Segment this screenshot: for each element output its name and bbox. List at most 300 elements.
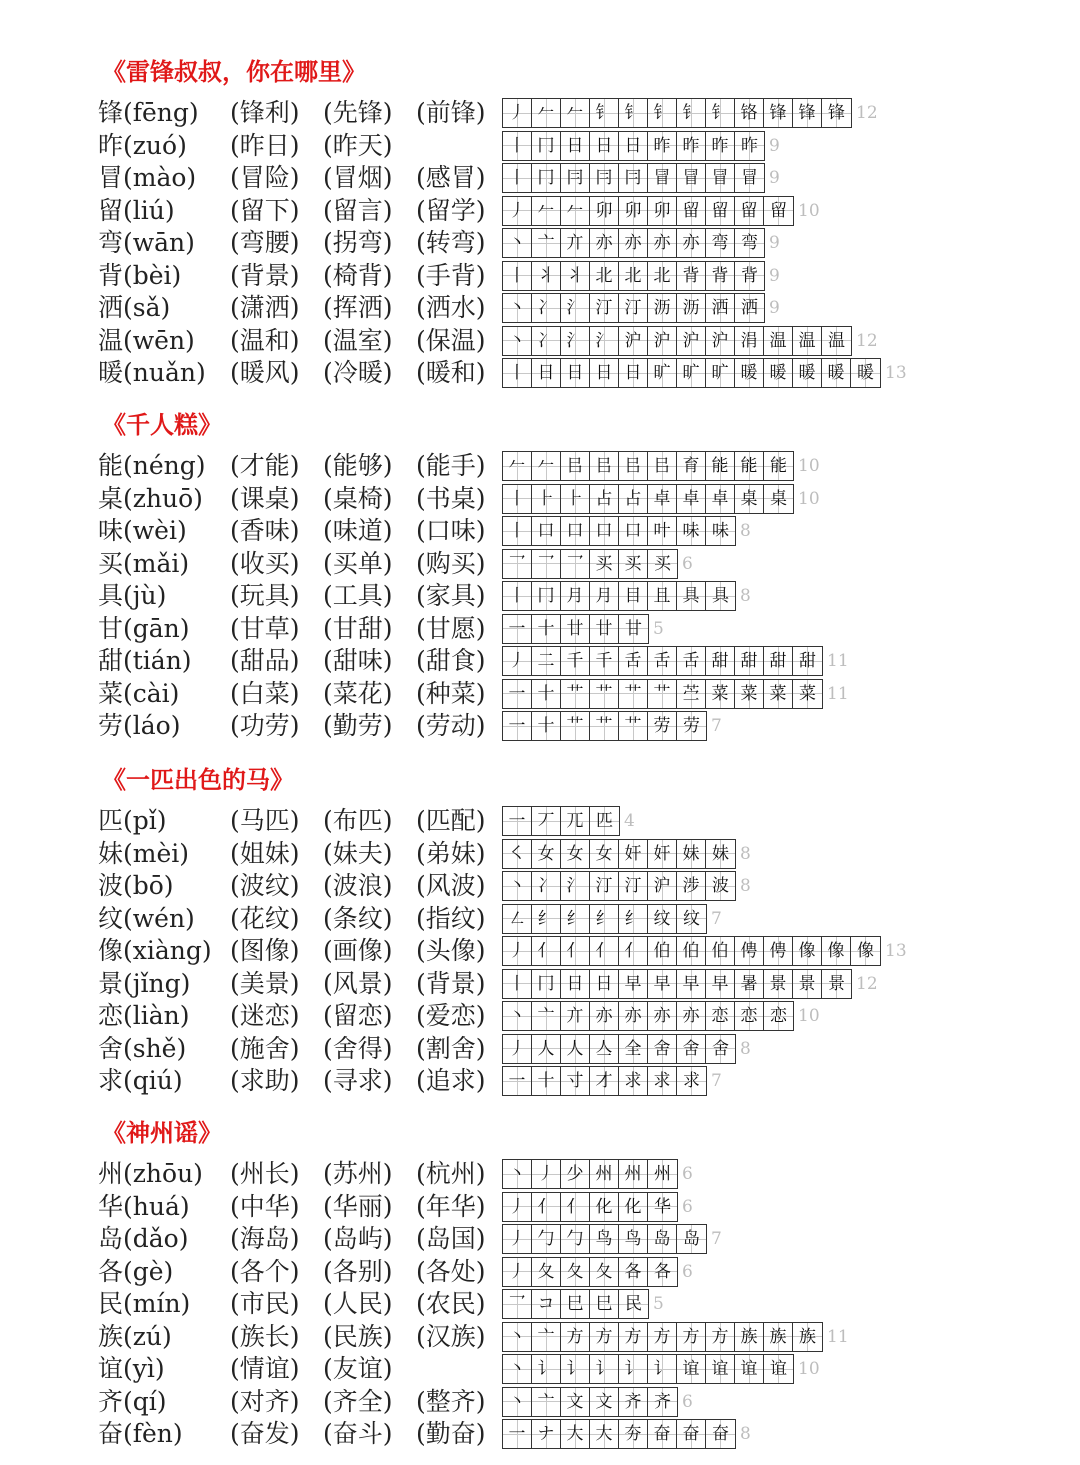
stroke-cell: [822, 937, 851, 965]
stroke-glyph: 丶: [508, 298, 526, 318]
character-row: [0, 260, 1080, 292]
stroke-order: [502, 1066, 722, 1096]
stroke-cell: [619, 840, 648, 868]
stroke-order: [502, 1224, 722, 1254]
stroke-cell: [532, 1420, 561, 1448]
stroke-cell: [532, 485, 561, 513]
word-example: (功劳): [230, 711, 300, 740]
stroke-cell: [503, 1420, 532, 1448]
stroke-cell: [648, 1258, 677, 1286]
stroke-glyph: 丶: [508, 1391, 526, 1412]
stroke-glyph: 艹: [653, 683, 671, 704]
stroke-cell: [619, 970, 648, 998]
character-row: [0, 548, 1080, 580]
stroke-cell: [503, 99, 532, 127]
stroke-cell: [532, 872, 561, 900]
stroke-glyph: 恋: [740, 1006, 758, 1026]
stroke-cell: [561, 550, 590, 578]
stroke-order: [502, 1289, 664, 1319]
word-example: (市民): [230, 1289, 300, 1318]
stroke-grid: [502, 969, 852, 999]
stroke-cell: [532, 1225, 561, 1253]
character-row: [0, 130, 1080, 162]
stroke-cell: [735, 132, 764, 160]
stroke-cell: [532, 905, 561, 933]
stroke-glyph: 丿: [508, 1229, 526, 1249]
stroke-cell: [793, 99, 822, 127]
stroke-cell: [735, 262, 764, 290]
stroke-glyph: 冃: [566, 168, 584, 188]
stroke-cell: [764, 1355, 793, 1383]
stroke-glyph: 亻: [537, 941, 555, 961]
stroke-glyph: 弯: [711, 233, 729, 253]
stroke-cell: [590, 680, 619, 708]
stroke-glyph: 弯: [741, 233, 758, 253]
stroke-count: 6: [682, 1261, 693, 1282]
stroke-order: [502, 228, 780, 258]
stroke-cell: [590, 1290, 619, 1318]
word-example: (挥洒): [323, 293, 393, 322]
stroke-count: 5: [653, 618, 664, 639]
stroke-glyph: 卯: [653, 200, 671, 221]
stroke-cell: [648, 1355, 677, 1383]
stroke-cell: [735, 197, 764, 225]
word-example: (留言): [323, 195, 393, 225]
stroke-count: 4: [624, 811, 635, 831]
stroke-grid: [502, 516, 736, 546]
stroke-order: [502, 261, 780, 291]
stroke-glyph: 涓: [740, 330, 758, 351]
word-example: (勤奋): [416, 1419, 486, 1448]
word-example: (妹夫): [323, 838, 393, 868]
stroke-count: 12: [856, 973, 878, 994]
stroke-cell: [822, 359, 851, 387]
stroke-cell: [648, 1067, 677, 1095]
stroke-glyph: 亠: [537, 233, 555, 253]
stroke-glyph: ⺊: [537, 488, 555, 509]
stroke-cell: [503, 1160, 532, 1188]
stroke-glyph: 钅: [711, 103, 729, 123]
stroke-cell: [677, 452, 706, 480]
stroke-cell: [677, 485, 706, 513]
stroke-glyph: 纹: [653, 908, 671, 929]
stroke-count: 13: [885, 363, 907, 383]
stroke-order: [502, 839, 751, 869]
stroke-cell: [532, 807, 561, 835]
stroke-order: [502, 293, 780, 323]
stroke-glyph: 铬: [740, 103, 758, 123]
word-example: (留学): [416, 195, 486, 225]
stroke-glyph: 留: [740, 200, 758, 221]
stroke-order: [502, 1387, 693, 1417]
stroke-cell: [561, 132, 590, 160]
stroke-cell: [648, 1035, 677, 1063]
character-pinyin: 各(gè): [98, 1256, 174, 1286]
stroke-glyph: 菜: [769, 683, 787, 704]
stroke-grid: [502, 228, 765, 258]
stroke-cell: [619, 1323, 648, 1351]
stroke-glyph: 温: [828, 330, 845, 351]
stroke-glyph: 昨: [653, 135, 671, 156]
stroke-grid: [502, 1224, 707, 1254]
stroke-grid: [502, 1419, 736, 1449]
stroke-glyph: 冂: [537, 973, 555, 994]
word-example: (风波): [416, 871, 486, 900]
stroke-cell: [619, 359, 648, 387]
stroke-cell: [590, 1323, 619, 1351]
stroke-cell: [735, 294, 764, 322]
stroke-glyph: 具: [712, 586, 729, 606]
stroke-cell: [532, 647, 561, 675]
character-row: [0, 515, 1080, 547]
stroke-glyph: 冃: [595, 168, 613, 188]
stroke-glyph: 一: [508, 811, 526, 831]
stroke-cell: [590, 905, 619, 933]
stroke-glyph: 鸟: [595, 1229, 613, 1249]
stroke-cell: [561, 1035, 590, 1063]
lesson-title: 《雷锋叔叔，你在哪里》: [102, 57, 366, 86]
stroke-cell: [590, 712, 619, 740]
stroke-cell: [590, 99, 619, 127]
stroke-glyph: 谊: [740, 1359, 758, 1379]
stroke-cell: [619, 327, 648, 355]
stroke-glyph: 丨: [508, 973, 526, 994]
character-pinyin: 像(xiàng): [98, 936, 212, 965]
character-pinyin: 岛(dǎo): [98, 1224, 189, 1253]
stroke-cell: [503, 840, 532, 868]
stroke-glyph: 日: [566, 973, 584, 994]
stroke-cell: [764, 1323, 793, 1351]
word-example: (美景): [230, 968, 300, 998]
stroke-grid: [502, 196, 794, 226]
stroke-glyph: 日: [566, 135, 584, 156]
word-example: (昨日): [230, 130, 300, 160]
word-example: (甘愿): [416, 613, 486, 643]
stroke-cell: [561, 872, 590, 900]
stroke-cell: [590, 1067, 619, 1095]
stroke-cell: [764, 359, 793, 387]
stroke-order: [502, 98, 878, 128]
stroke-glyph: 纟: [566, 908, 584, 929]
character-row: [0, 292, 1080, 324]
stroke-cell: [648, 1388, 677, 1416]
stroke-count: 9: [769, 298, 780, 318]
stroke-glyph: 丿: [508, 651, 526, 671]
word-example: (奋斗): [323, 1419, 393, 1448]
word-example: (课桌): [230, 483, 300, 513]
character-row: [0, 325, 1080, 357]
stroke-order: [502, 969, 878, 999]
stroke-glyph: ㇜: [508, 908, 526, 929]
stroke-glyph: コ: [537, 1294, 555, 1314]
stroke-glyph: 各: [654, 1261, 671, 1282]
stroke-count: 6: [682, 1164, 693, 1184]
stroke-cell: [619, 452, 648, 480]
stroke-grid: [502, 839, 736, 869]
stroke-glyph: 亠: [537, 1326, 555, 1347]
stroke-cell: [648, 1160, 677, 1188]
stroke-cell: [677, 262, 706, 290]
stroke-glyph: 亠: [537, 1391, 555, 1412]
word-example: (条纹): [323, 903, 393, 933]
word-example: (甘甜): [323, 613, 393, 643]
stroke-cell: [735, 1002, 764, 1030]
character-row: [0, 450, 1080, 482]
stroke-glyph: 口: [624, 521, 642, 541]
stroke-glyph: 景: [828, 973, 845, 994]
stroke-glyph: 族: [799, 1326, 816, 1347]
stroke-cell: [706, 229, 735, 257]
stroke-glyph: 甘: [625, 618, 642, 639]
stroke-glyph: 汀: [624, 298, 642, 318]
stroke-cell: [677, 132, 706, 160]
stroke-count: 9: [769, 135, 780, 156]
stroke-cell: [619, 582, 648, 610]
character-row: [0, 1288, 1080, 1320]
stroke-cell: [822, 99, 851, 127]
stroke-glyph: 背: [682, 265, 700, 286]
stroke-glyph: 温: [769, 330, 787, 351]
stroke-glyph: 早: [653, 973, 671, 994]
stroke-glyph: 恋: [770, 1006, 787, 1026]
stroke-glyph: 北: [653, 265, 671, 286]
stroke-glyph: 州: [624, 1164, 642, 1184]
stroke-glyph: 日: [595, 363, 613, 383]
stroke-count: 9: [769, 233, 780, 253]
stroke-cell: [706, 1323, 735, 1351]
stroke-cell: [532, 680, 561, 708]
stroke-cell: [503, 970, 532, 998]
stroke-glyph: 伯: [711, 941, 729, 961]
stroke-cell: [648, 937, 677, 965]
stroke-cell: [619, 550, 648, 578]
stroke-glyph: 丨: [508, 586, 526, 606]
stroke-glyph: 廿: [595, 618, 613, 639]
stroke-cell: [735, 485, 764, 513]
stroke-glyph: 文: [595, 1391, 613, 1412]
stroke-glyph: 昨: [741, 135, 758, 156]
stroke-glyph: 州: [595, 1164, 613, 1184]
stroke-cell: [677, 970, 706, 998]
stroke-cell: [619, 680, 648, 708]
stroke-cell: [503, 262, 532, 290]
stroke-order: [502, 326, 878, 356]
stroke-cell: [793, 1323, 822, 1351]
stroke-glyph: 讠: [595, 1359, 613, 1379]
stroke-glyph: 丶: [508, 1164, 526, 1184]
stroke-cell: [706, 937, 735, 965]
stroke-glyph: 亻: [537, 1196, 555, 1217]
word-example: (能手): [416, 451, 486, 480]
character-row: [0, 1033, 1080, 1065]
stroke-order: [502, 1001, 820, 1031]
word-example: (弯腰): [230, 228, 300, 257]
stroke-cell: [735, 680, 764, 708]
stroke-glyph: 岛: [683, 1229, 700, 1249]
stroke-cell: [793, 937, 822, 965]
stroke-grid: [502, 1001, 794, 1031]
stroke-cell: [706, 840, 735, 868]
word-example: (各个): [230, 1256, 300, 1286]
stroke-cell: [706, 582, 735, 610]
word-example: (波浪): [323, 871, 393, 900]
stroke-cell: [590, 550, 619, 578]
stroke-count: 7: [711, 908, 722, 929]
stroke-glyph: 十: [537, 618, 555, 639]
stroke-cell: [619, 647, 648, 675]
stroke-cell: [532, 517, 561, 545]
word-example: (波纹): [230, 871, 300, 900]
stroke-glyph: 妹: [682, 843, 700, 864]
stroke-cell: [648, 485, 677, 513]
word-example: (冒烟): [323, 163, 393, 192]
stroke-glyph: 桌: [770, 488, 787, 509]
character-pinyin: 波(bō): [98, 871, 174, 900]
stroke-glyph: 求: [624, 1071, 642, 1091]
stroke-grid: [502, 1159, 678, 1189]
stroke-order: [502, 549, 693, 579]
word-example: (汉族): [416, 1321, 486, 1351]
stroke-glyph: 齐: [624, 1391, 642, 1412]
stroke-glyph: 方: [624, 1326, 642, 1347]
stroke-cell: [561, 1193, 590, 1221]
stroke-glyph: 艹: [624, 716, 642, 736]
stroke-glyph: 劳: [683, 716, 700, 736]
stroke-order: [502, 581, 751, 611]
stroke-cell: [677, 1323, 706, 1351]
stroke-glyph: 日: [566, 363, 584, 383]
stroke-glyph: 方: [682, 1326, 700, 1347]
stroke-glyph: 巳: [566, 1294, 584, 1314]
stroke-glyph: 占: [624, 488, 642, 509]
stroke-glyph: 味: [712, 521, 729, 541]
stroke-glyph: ㇛: [508, 843, 526, 864]
stroke-cell: [648, 550, 677, 578]
stroke-order: [502, 936, 907, 966]
stroke-count: 12: [856, 330, 878, 351]
stroke-cell: [619, 937, 648, 965]
character-pinyin: 妹(mèi): [98, 838, 190, 868]
stroke-cell: [532, 582, 561, 610]
stroke-cell: [793, 647, 822, 675]
stroke-glyph: 丿: [508, 200, 526, 221]
stroke-glyph: 㠯: [595, 456, 613, 476]
word-example: (甜品): [230, 646, 300, 675]
stroke-glyph: 岛: [653, 1229, 671, 1249]
stroke-order: [502, 163, 780, 193]
stroke-cell: [677, 712, 706, 740]
stroke-glyph: 卯: [595, 200, 613, 221]
stroke-count: 9: [769, 265, 780, 286]
character-pinyin: 奋(fèn): [98, 1419, 183, 1448]
stroke-glyph: 族: [740, 1326, 758, 1347]
stroke-glyph: 一: [508, 618, 526, 639]
stroke-glyph: 亦: [653, 233, 671, 253]
stroke-cell: [648, 582, 677, 610]
stroke-grid: [502, 646, 823, 676]
stroke-glyph: 谊: [770, 1359, 787, 1379]
word-example: (寻求): [323, 1066, 393, 1095]
stroke-glyph: 丬: [537, 265, 555, 286]
stroke-order: [502, 451, 820, 481]
stroke-glyph: 且: [653, 586, 671, 606]
stroke-cell: [561, 1258, 590, 1286]
stroke-glyph: 暑: [740, 973, 758, 994]
stroke-cell: [793, 680, 822, 708]
stroke-order: [502, 1419, 751, 1449]
stroke-glyph: 求: [683, 1071, 700, 1091]
stroke-glyph: 暖: [827, 363, 845, 383]
stroke-glyph: 千: [595, 651, 613, 671]
stroke-cell: [590, 1035, 619, 1063]
stroke-glyph: 昨: [711, 135, 729, 156]
stroke-cell: [590, 262, 619, 290]
stroke-cell: [735, 1323, 764, 1351]
stroke-glyph: 大: [566, 1424, 584, 1444]
stroke-glyph: 丿: [508, 1261, 526, 1282]
stroke-cell: [561, 164, 590, 192]
stroke-glyph: 沥: [653, 298, 671, 318]
stroke-cell: [706, 132, 735, 160]
stroke-glyph: 奋: [712, 1424, 729, 1444]
stroke-glyph: 少: [566, 1164, 584, 1184]
stroke-grid: [502, 98, 852, 128]
stroke-glyph: 冫: [537, 330, 555, 351]
stroke-glyph: 具: [682, 586, 700, 606]
stroke-glyph: 桌: [740, 488, 758, 509]
stroke-cell: [706, 1420, 735, 1448]
stroke-glyph: 人: [566, 1038, 584, 1059]
stroke-glyph: 方: [566, 1326, 584, 1347]
stroke-glyph: 文: [566, 1391, 584, 1412]
stroke-glyph: 讠: [653, 1359, 671, 1379]
stroke-glyph: 一: [508, 716, 526, 736]
stroke-cell: [648, 1420, 677, 1448]
stroke-glyph: 舌: [653, 651, 671, 671]
word-example: (种菜): [416, 678, 486, 708]
word-example: (背景): [230, 260, 300, 290]
stroke-glyph: 恋: [711, 1006, 729, 1026]
stroke-glyph: 齐: [654, 1391, 671, 1412]
stroke-cell: [648, 712, 677, 740]
stroke-cell: [590, 1002, 619, 1030]
stroke-glyph: 钅: [595, 103, 613, 123]
stroke-cell: [648, 1323, 677, 1351]
character-row: [0, 805, 1080, 837]
stroke-cell: [677, 99, 706, 127]
character-row: [0, 870, 1080, 902]
stroke-glyph: 乛: [537, 553, 555, 574]
word-example: (口味): [416, 516, 486, 545]
stroke-cell: [706, 359, 735, 387]
character-pinyin: 华(huá): [98, 1191, 190, 1221]
lesson-title: 《神州谣》: [102, 1118, 222, 1147]
stroke-cell: [503, 807, 532, 835]
stroke-glyph: 钅: [624, 103, 642, 123]
stroke-cell: [619, 1002, 648, 1030]
stroke-glyph: 亣: [566, 1006, 584, 1026]
stroke-glyph: 寸: [566, 1071, 584, 1091]
stroke-cell: [561, 582, 590, 610]
stroke-glyph: 千: [566, 651, 584, 671]
character-pinyin: 齐(qí): [98, 1386, 167, 1416]
stroke-cell: [561, 485, 590, 513]
stroke-grid: [502, 1289, 649, 1319]
stroke-cell: [619, 229, 648, 257]
stroke-cell: [706, 970, 735, 998]
word-example: (手背): [416, 260, 486, 290]
stroke-cell: [648, 1002, 677, 1030]
